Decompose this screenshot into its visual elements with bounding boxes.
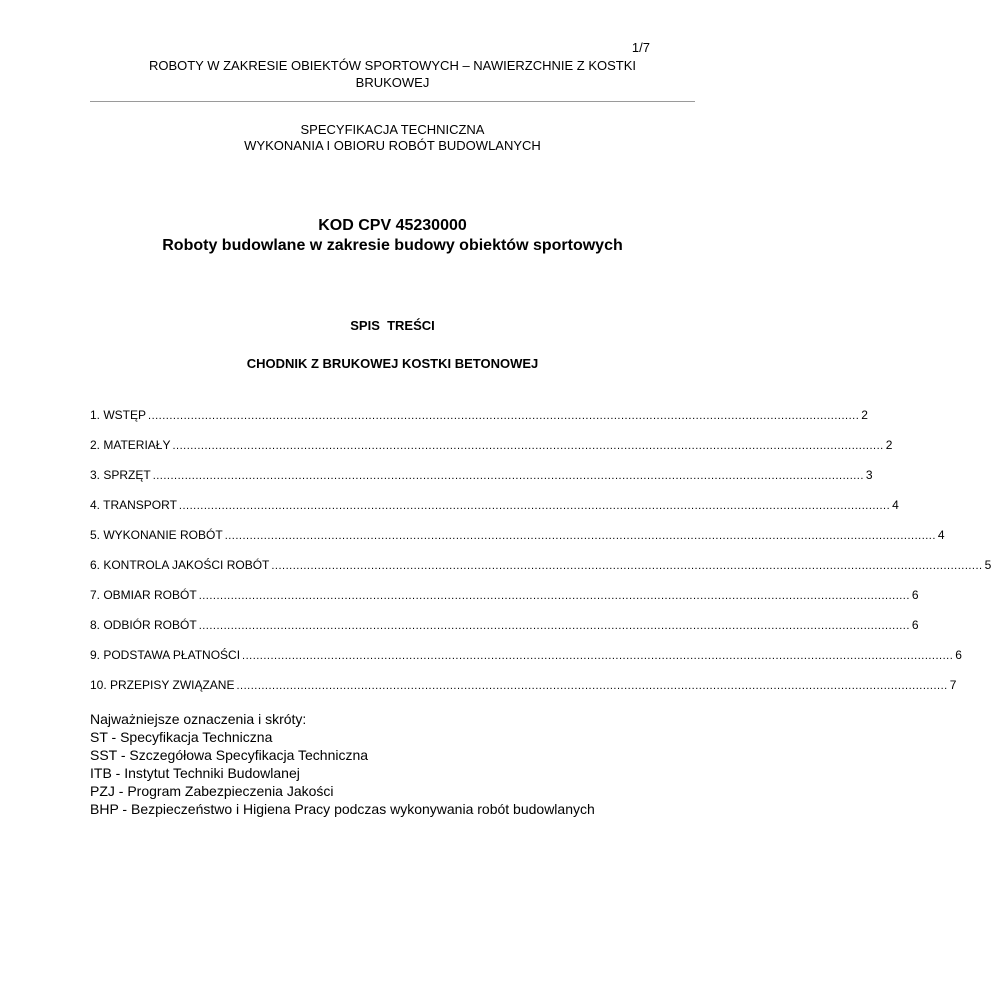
toc-dot-leader: ........................................................................................................................................................................................................ xyxy=(224,530,936,542)
toc-entry-page: 5 xyxy=(984,558,991,572)
toc-entry-label: 5. WYKONANIE ROBÓT xyxy=(90,528,223,542)
toc-entry[interactable] xyxy=(90,556,991,586)
toc-entry-page: 4 xyxy=(937,528,945,542)
toc-entry-page: 7 xyxy=(949,678,957,692)
spec-title-line-1: SPECYFIKACJA TECHNICZNA xyxy=(300,122,485,137)
toc-dot-leader: ........................................................................................................................................................................................................ xyxy=(148,410,860,422)
spec-title xyxy=(90,122,695,154)
toc-entry[interactable] xyxy=(90,466,873,496)
running-header-line-2: BRUKOWEJ xyxy=(355,75,430,90)
abbreviation-item: ST - Specyfikacja Techniczna xyxy=(90,729,273,745)
cpv-code: KOD CPV 45230000 xyxy=(318,217,467,234)
cpv-title xyxy=(90,216,695,256)
toc-entry-page: 6 xyxy=(911,618,919,632)
header-divider xyxy=(90,101,695,102)
toc-dot-leader: ........................................................................................................................................................................................................ xyxy=(198,590,910,602)
toc-entry-label: 8. ODBIÓR ROBÓT xyxy=(90,618,197,632)
toc-entry-label: 6. KONTROLA JAKOŚCI ROBÓT xyxy=(90,558,270,572)
toc-dot-leader: ........................................................................................................................................................................................................ xyxy=(236,680,948,692)
abbreviation-item: PZJ - Program Zabezpieczenia Jakości xyxy=(90,783,334,799)
abbreviations-heading: Najważniejsze oznaczenia i skróty: xyxy=(90,711,307,727)
toc-dot-leader: ........................................................................................................................................................................................................ xyxy=(152,470,864,482)
abbreviations xyxy=(90,710,690,818)
toc-entry-label: 9. PODSTAWA PŁATNOŚCI xyxy=(90,648,241,662)
toc-entry-label: 4. TRANSPORT xyxy=(90,498,177,512)
toc-entry-label: 1. WSTĘP xyxy=(90,408,147,422)
toc-entry-page: 2 xyxy=(885,438,893,452)
page-number: 1/7 xyxy=(631,40,650,55)
table-of-contents xyxy=(90,406,991,706)
abbreviation-item: BHP - Bezpieczeństwo i Higiena Pracy podczas wykonywania robót budowlanych xyxy=(90,801,595,817)
running-header xyxy=(90,57,695,91)
running-header-line-1: ROBOTY W ZAKRESIE OBIEKTÓW SPORTOWYCH – NAWIERZCHNIE Z KOSTKI xyxy=(148,58,637,73)
toc-entry-page: 2 xyxy=(861,408,868,422)
toc-dot-leader: ........................................................................................................................................................................................................ xyxy=(271,560,983,572)
toc-entry[interactable] xyxy=(90,586,919,616)
toc-dot-leader: ........................................................................................................................................................................................................ xyxy=(178,500,891,512)
toc-entry[interactable] xyxy=(90,676,957,706)
toc-entry[interactable] xyxy=(90,496,899,526)
toc-entry[interactable] xyxy=(90,646,962,676)
spec-title-line-2: WYKONANIA I OBIORU ROBÓT BUDOWLANYCH xyxy=(244,138,541,153)
toc-entry[interactable] xyxy=(90,616,919,646)
toc-subheading: CHODNIK Z BRUKOWEJ KOSTKI BETONOWEJ xyxy=(246,356,539,371)
cpv-description: Roboty budowlane w zakresie budowy obiektów sportowych xyxy=(162,237,623,254)
toc-heading: SPIS TREŚCI xyxy=(350,318,435,333)
abbreviation-item: SST - Szczegółowa Specyfikacja Techniczna xyxy=(90,747,369,763)
toc-dot-leader: ........................................................................................................................................................................................................ xyxy=(198,620,910,632)
toc-dot-leader: ........................................................................................................................................................................................................ xyxy=(242,650,954,662)
toc-entry-page: 4 xyxy=(892,498,899,512)
toc-entry[interactable] xyxy=(90,406,868,436)
toc-entry-label: 2. MATERIAŁY xyxy=(90,438,171,452)
toc-entry-page: 6 xyxy=(911,588,919,602)
toc-entry[interactable] xyxy=(90,436,893,466)
toc-entry-label: 10. PRZEPISY ZWIĄZANE xyxy=(90,678,235,692)
toc-entry[interactable] xyxy=(90,526,945,556)
toc-dot-leader: ........................................................................................................................................................................................................ xyxy=(172,440,884,452)
toc-entry-page: 3 xyxy=(865,468,873,482)
toc-entry-page: 6 xyxy=(955,648,962,662)
abbreviation-item: ITB - Instytut Techniki Budowlanej xyxy=(90,765,300,781)
toc-entry-label: 3. SPRZĘT xyxy=(90,468,151,482)
toc-entry-label: 7. OBMIAR ROBÓT xyxy=(90,588,197,602)
